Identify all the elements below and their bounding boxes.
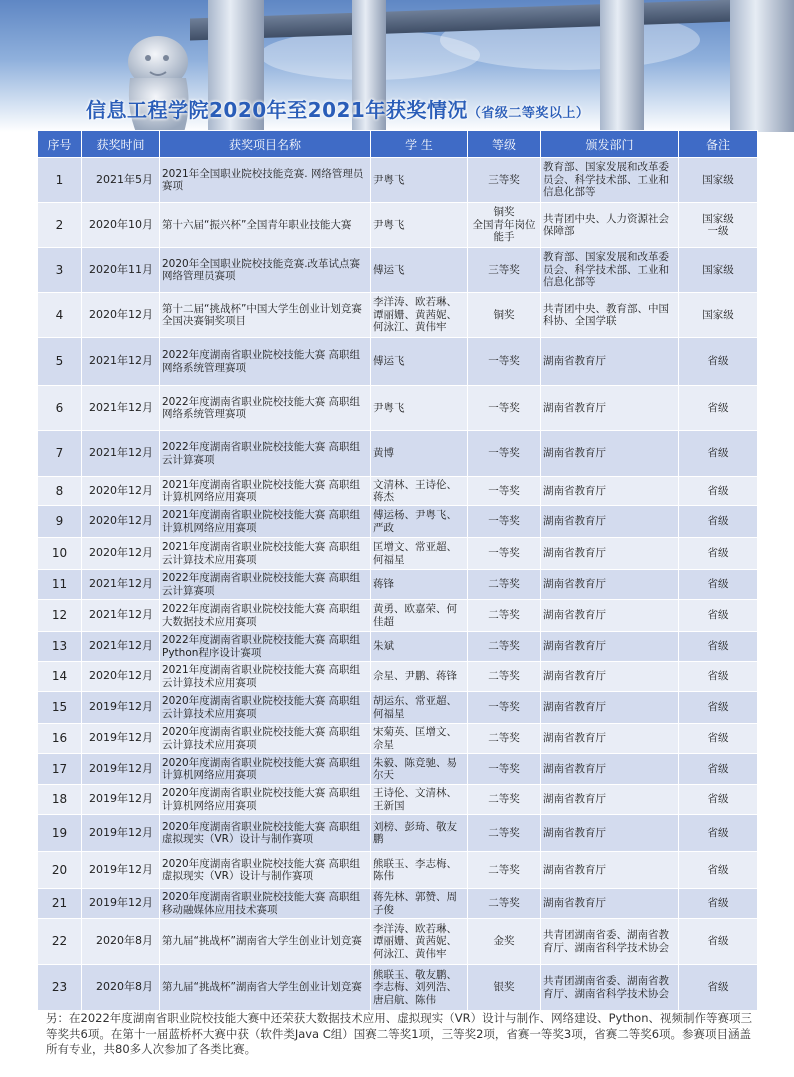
cell-date: 2020年12月	[82, 538, 160, 570]
cell-note: 省级	[679, 889, 758, 919]
cell-dept: 共青团湖南省委、湖南省教育厅、湖南省科学技术协会	[541, 965, 679, 1011]
cell-note: 省级	[679, 662, 758, 692]
cell-date: 2019年12月	[82, 724, 160, 754]
cell-level: 金奖	[468, 919, 541, 965]
header-project: 获奖项目名称	[160, 131, 371, 158]
title-sub: （省级二等奖以上）	[467, 106, 590, 121]
cell-level: 一等奖	[468, 338, 541, 386]
table-row	[38, 754, 758, 785]
cell-students: 熊联玉、敬友鹏、李志梅、刘列浩、唐启航、陈伟	[371, 965, 468, 1011]
cell-dept: 湖南省教育厅	[541, 570, 679, 600]
cell-project: 2022年度湖南省职业院校技能大赛 高职组Python程序设计赛项	[160, 632, 371, 662]
cell-project: 2021年度湖南省职业院校技能大赛 高职组计算机网络应用赛项	[160, 506, 371, 538]
cell-date: 2020年10月	[82, 203, 160, 248]
cell-level: 铜奖	[468, 293, 541, 338]
cell-level: 一等奖	[468, 506, 541, 538]
table-row	[38, 600, 758, 632]
header-level: 等级	[468, 131, 541, 158]
table-row	[38, 662, 758, 692]
cell-students: 蒋锋	[371, 570, 468, 600]
cell-project: 2022年度湖南省职业院校技能大赛 高职组云计算赛项	[160, 431, 371, 477]
cell-dept: 共青团中央、人力资源社会保障部	[541, 203, 679, 248]
table-row	[38, 203, 758, 248]
cell-no: 12	[38, 600, 82, 632]
table-row	[38, 338, 758, 386]
cell-date: 2020年8月	[82, 965, 160, 1011]
cell-students: 胡运东、常亚超、何福星	[371, 692, 468, 724]
cell-project: 第九届“挑战杯”湖南省大学生创业计划竞赛	[160, 919, 371, 965]
cell-note: 省级	[679, 965, 758, 1011]
cell-level: 二等奖	[468, 632, 541, 662]
cell-dept: 湖南省教育厅	[541, 692, 679, 724]
table-row	[38, 692, 758, 724]
cell-no: 1	[38, 158, 82, 203]
cell-level: 二等奖	[468, 662, 541, 692]
cell-date: 2020年12月	[82, 662, 160, 692]
cell-no: 14	[38, 662, 82, 692]
cell-dept: 湖南省教育厅	[541, 815, 679, 852]
cell-dept: 湖南省教育厅	[541, 338, 679, 386]
table-row	[38, 248, 758, 293]
cell-dept: 湖南省教育厅	[541, 600, 679, 632]
cell-students: 傅运飞	[371, 338, 468, 386]
cell-no: 21	[38, 889, 82, 919]
cell-note: 国家级 一级	[679, 203, 758, 248]
cell-no: 9	[38, 506, 82, 538]
cell-note: 省级	[679, 386, 758, 431]
cell-note: 国家级	[679, 158, 758, 203]
cell-project: 2020年度湖南省职业院校技能大赛 高职组云计算技术应用赛项	[160, 724, 371, 754]
cell-no: 5	[38, 338, 82, 386]
cell-project: 2022年度湖南省职业院校技能大赛 高职组云计算赛项	[160, 570, 371, 600]
table-row	[38, 965, 758, 1011]
cell-project: 2020年度湖南省职业院校技能大赛 高职组计算机网络应用赛项	[160, 785, 371, 815]
cell-dept: 教育部、国家发展和改革委员会、科学技术部、工业和信息化部等	[541, 248, 679, 293]
cell-dept: 共青团中央、教育部、中国科协、全国学联	[541, 293, 679, 338]
cell-level: 铜奖 全国青年岗位能手	[468, 203, 541, 248]
cell-dept: 湖南省教育厅	[541, 386, 679, 431]
cell-project: 第十六届“振兴杯”全国青年职业技能大赛	[160, 203, 371, 248]
cell-date: 2020年12月	[82, 477, 160, 506]
cell-date: 2021年12月	[82, 338, 160, 386]
table-row	[38, 570, 758, 600]
cell-no: 10	[38, 538, 82, 570]
cell-level: 二等奖	[468, 815, 541, 852]
header-date: 获奖时间	[82, 131, 160, 158]
cell-date: 2020年8月	[82, 919, 160, 965]
cell-level: 三等奖	[468, 158, 541, 203]
cell-no: 13	[38, 632, 82, 662]
cell-no: 11	[38, 570, 82, 600]
cell-no: 6	[38, 386, 82, 431]
cell-no: 18	[38, 785, 82, 815]
cell-no: 7	[38, 431, 82, 477]
cell-students: 傅运飞	[371, 248, 468, 293]
cell-project: 第九届“挑战杯”湖南省大学生创业计划竞赛	[160, 965, 371, 1011]
cell-note: 国家级	[679, 293, 758, 338]
cell-note: 省级	[679, 570, 758, 600]
table-row	[38, 431, 758, 477]
header-no: 序号	[38, 131, 82, 158]
cell-date: 2019年12月	[82, 785, 160, 815]
cell-date: 2019年12月	[82, 852, 160, 889]
cell-date: 2021年12月	[82, 431, 160, 477]
awards-table	[37, 130, 758, 1011]
cell-project: 2020年全国职业院校技能竞赛.改革试点赛 网络管理员赛项	[160, 248, 371, 293]
cell-no: 23	[38, 965, 82, 1011]
cell-dept: 教育部、国家发展和改革委员会、科学技术部、工业和信息化部等	[541, 158, 679, 203]
cell-dept: 共青团湖南省委、湖南省教育厅、湖南省科学技术协会	[541, 919, 679, 965]
cell-project: 2021年度湖南省职业院校技能大赛 高职组云计算技术应用赛项	[160, 538, 371, 570]
cell-dept: 湖南省教育厅	[541, 889, 679, 919]
cell-project: 2020年度湖南省职业院校技能大赛 高职组虚拟现实（VR）设计与制作赛项	[160, 815, 371, 852]
cell-project: 2022年度湖南省职业院校技能大赛 高职组网络系统管理赛项	[160, 386, 371, 431]
cell-dept: 湖南省教育厅	[541, 724, 679, 754]
cell-level: 银奖	[468, 965, 541, 1011]
table-header-row	[38, 131, 758, 158]
cell-project: 2020年度湖南省职业院校技能大赛 高职组虚拟现实（VR）设计与制作赛项	[160, 852, 371, 889]
cell-dept: 湖南省教育厅	[541, 754, 679, 785]
table-row	[38, 889, 758, 919]
cell-students: 朱毅、陈竞驰、易尔天	[371, 754, 468, 785]
cell-students: 文清林、王诗伦、蒋杰	[371, 477, 468, 506]
cell-note: 省级	[679, 692, 758, 724]
cell-project: 2022年度湖南省职业院校技能大赛 高职组大数据技术应用赛项	[160, 600, 371, 632]
cell-students: 朱斌	[371, 632, 468, 662]
cell-no: 17	[38, 754, 82, 785]
cell-no: 22	[38, 919, 82, 965]
table-row	[38, 477, 758, 506]
table-row	[38, 538, 758, 570]
cell-note: 省级	[679, 785, 758, 815]
cell-note: 省级	[679, 815, 758, 852]
cell-note: 省级	[679, 754, 758, 785]
cell-note: 省级	[679, 338, 758, 386]
cell-note: 省级	[679, 600, 758, 632]
cell-students: 宋菊英、匡增文、佘星	[371, 724, 468, 754]
cell-level: 二等奖	[468, 600, 541, 632]
table-row	[38, 386, 758, 431]
cell-level: 三等奖	[468, 248, 541, 293]
cell-no: 20	[38, 852, 82, 889]
cell-level: 二等奖	[468, 570, 541, 600]
table-row	[38, 919, 758, 965]
footer-note: 另：在2022年度湖南省职业院校技能大赛中还荣获大数据技术应用、虚拟现实（VR）设计与制作、网络建设、Python、视频制作等赛项三等奖共6项。在第十一届蓝桥杯大赛中获（软件类Java C组）国赛二等奖1项，三等奖2项，省赛一等奖3项，省赛二等奖6项。参赛项目涵盖所有专业，共80多人次参加了各类比赛。	[46, 1011, 752, 1056]
cell-students: 尹粤飞	[371, 203, 468, 248]
table-row	[38, 815, 758, 852]
cell-level: 一等奖	[468, 538, 541, 570]
cell-students: 王诗伦、文清林、王新国	[371, 785, 468, 815]
cell-note: 省级	[679, 538, 758, 570]
cell-students: 尹粤飞	[371, 386, 468, 431]
cell-students: 黄博	[371, 431, 468, 477]
cell-level: 二等奖	[468, 785, 541, 815]
cell-date: 2019年12月	[82, 692, 160, 724]
cell-project: 2021年全国职业院校技能竞赛. 网络管理员赛项	[160, 158, 371, 203]
cell-students: 黄勇、欧嘉荣、何佳超	[371, 600, 468, 632]
table-row	[38, 724, 758, 754]
cell-note: 国家级	[679, 248, 758, 293]
cell-students: 匡增文、常亚超、何福星	[371, 538, 468, 570]
table-row	[38, 632, 758, 662]
cell-date: 2021年12月	[82, 632, 160, 662]
cell-level: 一等奖	[468, 477, 541, 506]
cell-no: 16	[38, 724, 82, 754]
cell-level: 二等奖	[468, 724, 541, 754]
cell-level: 一等奖	[468, 386, 541, 431]
cell-dept: 湖南省教育厅	[541, 506, 679, 538]
cell-level: 二等奖	[468, 852, 541, 889]
cell-dept: 湖南省教育厅	[541, 852, 679, 889]
cell-dept: 湖南省教育厅	[541, 662, 679, 692]
cell-date: 2019年12月	[82, 815, 160, 852]
cell-note: 省级	[679, 431, 758, 477]
header-dept: 颁发部门	[541, 131, 679, 158]
cell-date: 2020年12月	[82, 293, 160, 338]
table-row	[38, 785, 758, 815]
cell-date: 2019年12月	[82, 889, 160, 919]
cell-note: 省级	[679, 477, 758, 506]
cell-project: 2020年度湖南省职业院校技能大赛 高职组云计算技术应用赛项	[160, 692, 371, 724]
cell-level: 一等奖	[468, 431, 541, 477]
cell-note: 省级	[679, 632, 758, 662]
cell-no: 3	[38, 248, 82, 293]
cell-students: 佘星、尹鹏、蒋锋	[371, 662, 468, 692]
cell-project: 2021年度湖南省职业院校技能大赛 高职组云计算技术应用赛项	[160, 662, 371, 692]
cell-dept: 湖南省教育厅	[541, 632, 679, 662]
cell-no: 4	[38, 293, 82, 338]
cell-dept: 湖南省教育厅	[541, 431, 679, 477]
cell-note: 省级	[679, 506, 758, 538]
cell-students: 李洋涛、欧若琳、谭丽姗、黄茜妮、何泳江、黄伟牢	[371, 919, 468, 965]
cell-date: 2021年12月	[82, 570, 160, 600]
cell-date: 2021年5月	[82, 158, 160, 203]
table-row	[38, 506, 758, 538]
cell-students: 李洋涛、欧若琳、谭丽姗、黄茜妮、何泳江、黄伟牢	[371, 293, 468, 338]
table-row	[38, 158, 758, 203]
header-note: 备注	[679, 131, 758, 158]
cell-dept: 湖南省教育厅	[541, 538, 679, 570]
cell-no: 15	[38, 692, 82, 724]
cell-dept: 湖南省教育厅	[541, 785, 679, 815]
cell-date: 2021年12月	[82, 386, 160, 431]
cell-project: 2020年度湖南省职业院校技能大赛 高职组计算机网络应用赛项	[160, 754, 371, 785]
table-row	[38, 852, 758, 889]
cell-date: 2021年12月	[82, 600, 160, 632]
cell-students: 熊联玉、李志梅、陈伟	[371, 852, 468, 889]
title-main: 信息工程学院2020年至2021年获奖情况	[86, 98, 468, 122]
cell-students: 傅运杨、尹粤飞、严政	[371, 506, 468, 538]
cell-note: 省级	[679, 852, 758, 889]
cell-level: 一等奖	[468, 754, 541, 785]
cell-dept: 湖南省教育厅	[541, 477, 679, 506]
cell-project: 2020年度湖南省职业院校技能大赛 高职组移动融媒体应用技术赛项	[160, 889, 371, 919]
table-row	[38, 293, 758, 338]
cell-note: 省级	[679, 919, 758, 965]
cell-date: 2019年12月	[82, 754, 160, 785]
cell-students: 刘榜、彭琦、敬友鹏	[371, 815, 468, 852]
cell-project: 第十二届“挑战杯”中国大学生创业计划竞赛全国决赛铜奖项目	[160, 293, 371, 338]
cell-no: 19	[38, 815, 82, 852]
cell-no: 8	[38, 477, 82, 506]
cell-level: 一等奖	[468, 692, 541, 724]
cell-students: 尹粤飞	[371, 158, 468, 203]
page-title	[86, 93, 726, 127]
cell-no: 2	[38, 203, 82, 248]
header-students: 学 生	[371, 131, 468, 158]
cell-note: 省级	[679, 724, 758, 754]
cell-project: 2021年度湖南省职业院校技能大赛 高职组计算机网络应用赛项	[160, 477, 371, 506]
cell-date: 2020年11月	[82, 248, 160, 293]
cell-level: 二等奖	[468, 889, 541, 919]
cell-date: 2020年12月	[82, 506, 160, 538]
cell-project: 2022年度湖南省职业院校技能大赛 高职组网络系统管理赛项	[160, 338, 371, 386]
cell-students: 蒋先林、郭赞、周子俊	[371, 889, 468, 919]
